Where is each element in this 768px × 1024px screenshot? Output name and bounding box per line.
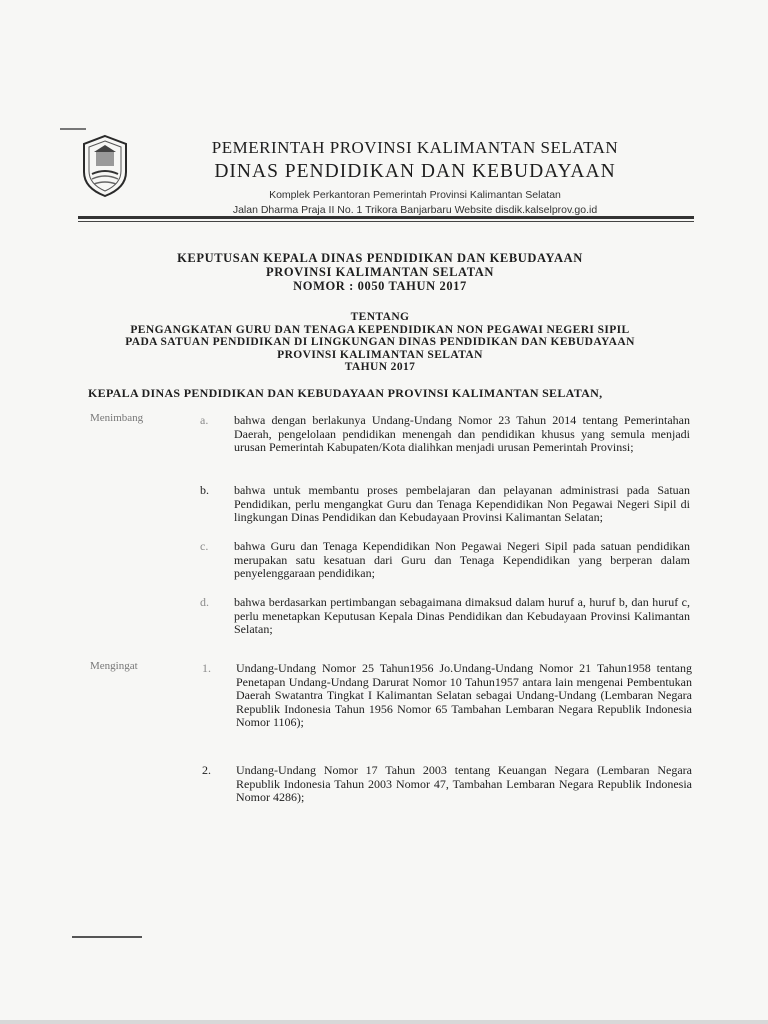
subject-tentang: TENTANG (350, 311, 410, 323)
menimbang-item-c (200, 540, 690, 581)
subject-line-3: PROVINSI KALIMANTAN SELATAN (277, 348, 483, 361)
subject-line-4: TAHUN 2017 (344, 361, 416, 373)
decree-subject (80, 311, 680, 374)
scan-bottom-edge (0, 1020, 768, 1024)
mengingat-item-1 (202, 662, 692, 730)
item-marker: d. (200, 595, 209, 609)
address-line-2: Jalan Dharma Praja II No. 1 Trikora Banjarbaru Website disdik.kalselprov.go.id (232, 204, 598, 216)
mengingat-label: Mengingat (90, 660, 138, 672)
menimbang-item-a (200, 414, 690, 455)
letterhead-rule-thin (78, 221, 694, 222)
item-marker: b. (200, 483, 209, 497)
menimbang-item-d (200, 596, 690, 637)
letterhead (140, 134, 690, 218)
item-text: bahwa untuk membantu proses pembelajaran dan pelayanan administrasi pada Satuan Pendidikan, perlu mengangkat Guru dan Tenaga Kependidikan Non Pegawai Negeri Sipil di lingkungan Dinas Pendidikan dan Kebudayaan Provinsi Kalimantan Selatan; (234, 483, 690, 525)
item-marker: c. (200, 539, 209, 553)
item-text: bahwa Guru dan Tenaga Kependidikan Non Pegawai Negeri Sipil pada satuan pendidikan merupakan satu kesatuan dari Guru dan Tenaga Kependidikan yang berperan dalam penyelenggaraan pendidikan; (234, 539, 690, 581)
decree-line-1: KEPUTUSAN KEPALA DINAS PENDIDIKAN DAN KEBUDAYAAN (177, 251, 583, 265)
item-text: bahwa dengan berlakunya Undang-Undang Nomor 23 Tahun 2014 tentang Pemerintahan Daerah, pengelolaan pendidikan menengah dan pendidikan khusus yang semula menjadi urusan Pemerintah Kabupaten/Kota dialihkan menjadi urusan Pemerintah Provinsi; (234, 413, 690, 455)
item-text: Undang-Undang Nomor 25 Tahun1956 Jo.Undang-Undang Nomor 21 Tahun1958 tentang Penetapan Undang-Undang Darurat Nomor 10 Tahun1957 antara lain mengenai Pembentukan Daerah Swatantra Tingkat I Kalimantan Selatan sebagai Undang-Undang (Lembaran Negara Republik Indonesia Tahun 1956 Nomor 65 Tambahan Lembaran Negara Republik Indonesia Nomor 1106); (236, 661, 692, 730)
decree-number: NOMOR : 0050 TAHUN 2017 (293, 279, 467, 293)
footnote-rule (72, 936, 142, 938)
subject-line-1: PENGANGKATAN GURU DAN TENAGA KEPENDIDIKAN NON PEGAWAI NEGERI SIPIL (130, 323, 630, 336)
government-name: PEMERINTAH PROVINSI KALIMANTAN SELATAN (211, 138, 619, 157)
item-text: Undang-Undang Nomor 17 Tahun 2003 tentang Keuangan Negara (Lembaran Negara Republik Indonesia Tahun 2003 Nomor 47, Tambahan Lembaran Negara Republik Indonesia Nomor 4286); (236, 763, 692, 805)
provincial-emblem-icon (80, 134, 130, 198)
letterhead-rule-thick (78, 216, 694, 219)
item-marker: 2. (202, 763, 211, 777)
address-line-1: Komplek Perkantoran Pemerintah Provinsi Kalimantan Selatan (269, 189, 561, 201)
subject-line-2: PADA SATUAN PENDIDIKAN DI LINGKUNGAN DINAS PENDIDIKAN DAN KEBUDAYAAN (125, 336, 635, 348)
decree-title (80, 251, 680, 293)
decree-line-2: PROVINSI KALIMANTAN SELATAN (265, 265, 495, 279)
item-marker: 1. (202, 661, 211, 675)
mengingat-item-2 (202, 764, 692, 805)
menimbang-label: Menimbang (90, 412, 144, 424)
menimbang-item-b (200, 484, 690, 525)
item-text: bahwa berdasarkan pertimbangan sebagaimana dimaksud dalam huruf a, huruf b, dan huruf c, perlu menetapkan Keputusan Kepala Dinas Pendidikan dan Kebudayaan Provinsi Kalimantan Selatan; (234, 595, 690, 637)
item-marker: a. (200, 413, 209, 427)
scan-mark (60, 128, 86, 130)
agency-name: DINAS PENDIDIKAN DAN KEBUDAYAAN (214, 161, 616, 182)
official-title: KEPALA DINAS PENDIDIKAN DAN KEBUDAYAAN PROVINSI KALIMANTAN SELATAN, (88, 386, 603, 400)
